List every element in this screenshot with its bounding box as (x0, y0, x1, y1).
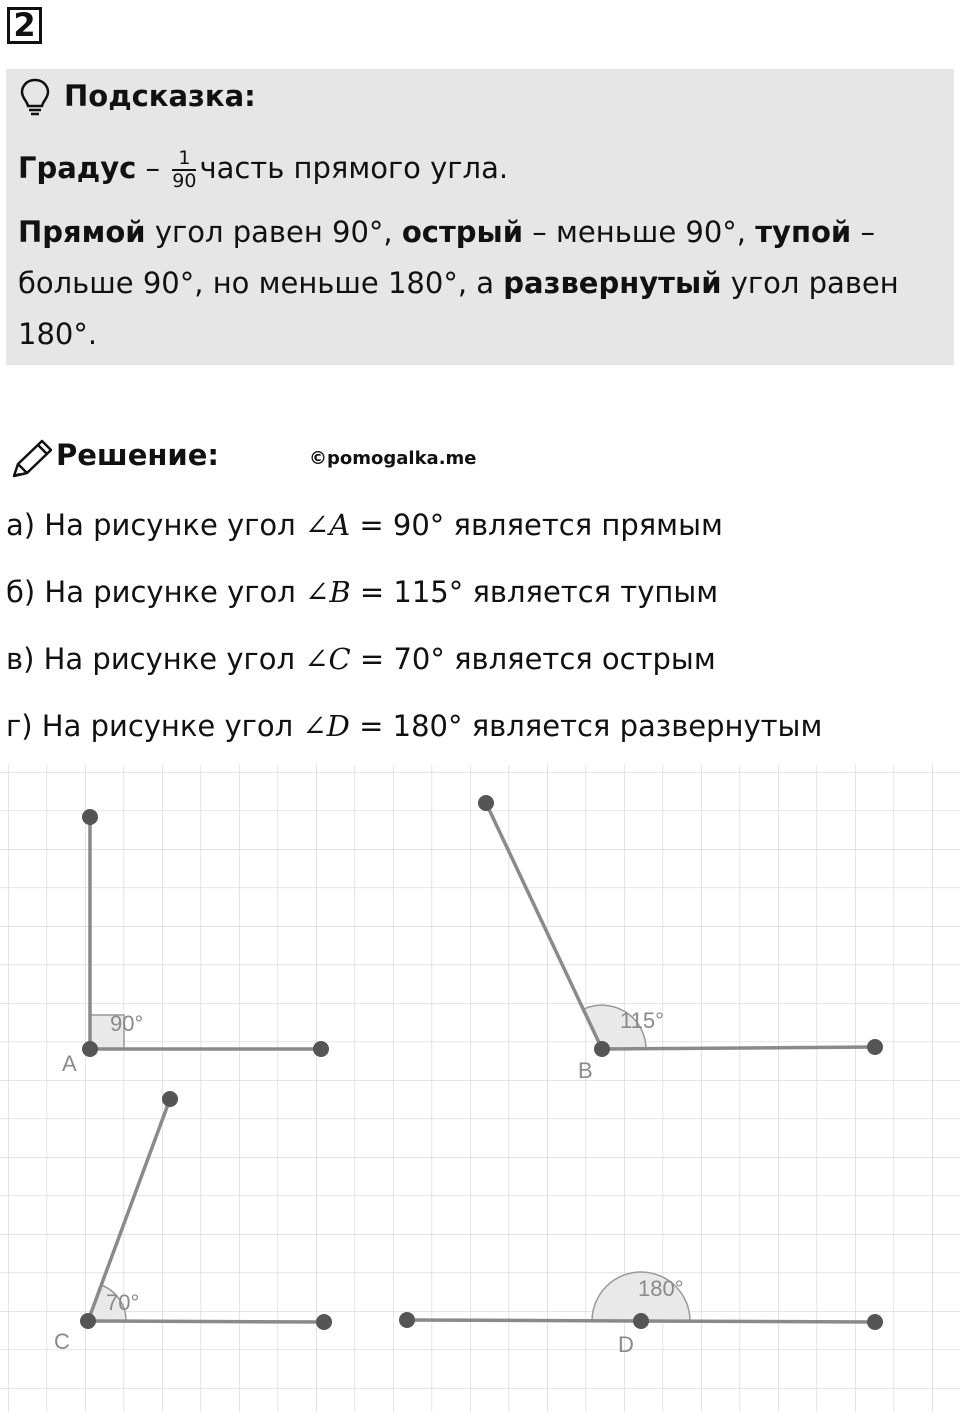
hint-line-1-text: часть прямого угла. (199, 151, 509, 185)
answer-text: = 70° является острым (350, 642, 716, 676)
point (162, 1091, 178, 1107)
hint-line-2 (18, 215, 875, 249)
grid-background (0, 765, 960, 1412)
answer-text: = 115° является тупым (350, 575, 719, 609)
term-straight: развернутый (503, 266, 722, 300)
hint-text: – меньше 90°, (523, 215, 756, 249)
angle-c-label: 70° (106, 1290, 140, 1315)
vertex-c-label: C (54, 1329, 70, 1354)
answer-text: = 180° является развернутым (349, 709, 823, 743)
lightbulb-icon (18, 77, 52, 117)
fraction-denominator: 90 (172, 170, 197, 192)
vertex-d (633, 1313, 649, 1329)
term-obtuse: тупой (755, 215, 852, 249)
answer-c (6, 642, 716, 676)
hint-text: больше 90°, но меньше 180°, а (18, 266, 504, 300)
hint-line-4: 180°. (18, 317, 98, 351)
angle-b-label: 115° (620, 1008, 664, 1033)
hint-text: угол равен 90°, (145, 215, 402, 249)
vertex-c (80, 1313, 96, 1329)
fraction-numerator: 1 (172, 148, 196, 171)
point (82, 809, 98, 825)
answer-text: в) На рисунке угол (6, 642, 305, 676)
angle-symbol: ∠D (302, 709, 350, 743)
term-degree: Градус (18, 151, 137, 185)
term-right: Прямой (18, 215, 146, 249)
point (316, 1314, 332, 1330)
hint-text: угол равен (721, 266, 899, 300)
vertex-b-label: B (578, 1058, 593, 1083)
answer-d (6, 709, 822, 743)
point (313, 1041, 329, 1057)
hint-line-1 (18, 148, 508, 192)
vertex-a-label: A (62, 1051, 77, 1076)
answer-text: а) На рисунке угол (6, 508, 305, 542)
answer-b (6, 575, 718, 609)
dash: – (136, 151, 170, 185)
vertex-b (594, 1041, 610, 1057)
answer-a (6, 508, 723, 542)
point (867, 1314, 883, 1330)
answer-text: г) На рисунке угол (6, 709, 303, 743)
point (478, 795, 494, 811)
task-number: 2 (7, 7, 42, 44)
point (867, 1039, 883, 1055)
angle-d-label: 180° (638, 1276, 684, 1301)
answer-text: б) На рисунке угол (6, 575, 306, 609)
solution-title: Решение: (56, 438, 220, 472)
angle-symbol: ∠B (305, 575, 351, 609)
angle-symbol: ∠C (304, 642, 351, 676)
term-acute: острый (401, 215, 524, 249)
hint-text: – (851, 215, 875, 249)
angle-a-label: 90° (110, 1011, 144, 1036)
pencil-icon (10, 438, 54, 480)
point (399, 1312, 415, 1328)
vertex-d-label: D (618, 1332, 634, 1357)
fraction (172, 148, 196, 192)
vertex-a (82, 1041, 98, 1057)
watermark: ©pomogalka.me (309, 448, 477, 469)
angles-figure (0, 765, 960, 1412)
angle-symbol: ∠A (304, 508, 351, 542)
hint-title: Подсказка: (64, 79, 256, 113)
hint-line-3 (18, 266, 899, 300)
answer-text: = 90° является прямым (350, 508, 723, 542)
